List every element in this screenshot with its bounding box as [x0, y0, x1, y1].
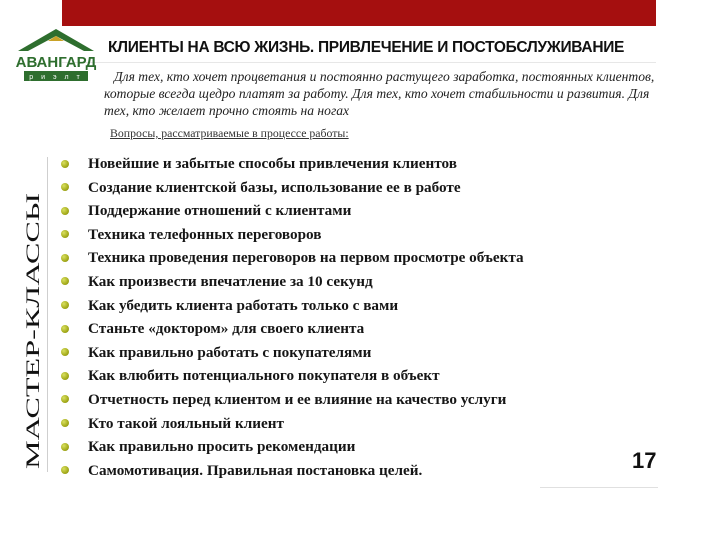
list-item	[58, 246, 524, 270]
side-label-text: МАСТЕР-КЛАССЫ	[23, 306, 44, 469]
list-item-text: Новейшие и забытые способы привлечения клиентов	[88, 155, 457, 172]
list-item-text: Как правильно просить рекомендации	[88, 438, 356, 456]
list-item-text: Создание клиентской базы, использование ее в работе	[88, 178, 461, 196]
bullet-icon	[61, 348, 69, 356]
list-item	[58, 364, 524, 388]
company-logo	[8, 27, 104, 87]
header-accent-bar	[62, 0, 656, 26]
bullet-icon	[61, 325, 69, 333]
list-item	[58, 176, 524, 200]
bullet-icon	[61, 230, 69, 238]
topic-list	[58, 152, 524, 482]
list-item-text: Кто такой лояльный клиент	[88, 414, 284, 432]
list-item	[58, 412, 524, 436]
bullet-icon	[61, 183, 69, 191]
list-item	[58, 223, 524, 247]
bullet-icon	[61, 443, 69, 451]
side-divider	[47, 157, 48, 472]
logo-subtitle: р и э л т	[29, 74, 83, 81]
list-item	[58, 435, 524, 459]
bullet-icon	[61, 419, 69, 427]
intro-paragraph: Для тех, кто хочет процветания и постоянно растущего заработка, постоянных клиентов, которые всегда щедро платят за работу. Для тех, кто хочет стабильности и развития. Для тех, кто желает прочно стоять на ногах	[104, 69, 655, 118]
list-item-text: Самомотивация. Правильная постановка целей.	[88, 461, 423, 479]
page-title: КЛИЕНТЫ НА ВСЮ ЖИЗНЬ. ПРИВЛЕЧЕНИЕ И ПОСТОБСЛУЖИВАНИЕ	[108, 39, 625, 56]
bullet-icon	[61, 301, 69, 309]
list-item-text: Отчетность перед клиентом и ее влияние на качество услуги	[88, 390, 507, 408]
list-item-text: Как правильно работать с покупателями	[88, 343, 372, 361]
list-item	[58, 459, 524, 483]
bullet-icon	[61, 160, 69, 168]
list-item	[58, 199, 524, 223]
footer-divider	[540, 487, 658, 488]
list-item	[58, 294, 524, 318]
list-item	[58, 270, 524, 294]
list-item-text: Поддержание отношений с клиентами	[88, 202, 352, 220]
bullet-icon	[61, 395, 69, 403]
list-item-text: Как убедить клиента работать только с вами	[88, 296, 399, 314]
topics-heading: Вопросы, рассматриваемые в процессе работы:	[110, 126, 349, 140]
bullet-icon	[61, 254, 69, 262]
list-item-text: Техника проведения переговоров на первом просмотре объекта	[88, 249, 524, 267]
side-label	[20, 188, 46, 474]
page-number: 17	[632, 448, 657, 473]
list-item	[58, 317, 524, 341]
title-divider	[62, 62, 656, 63]
list-item	[58, 388, 524, 412]
bullet-icon	[61, 372, 69, 380]
list-item-text: Станьте «доктором» для своего клиента	[88, 320, 365, 338]
list-item-text: Как влюбить потенциального покупателя в объект	[88, 367, 440, 385]
bullet-icon	[61, 207, 69, 215]
logo-name: АВАНГАРД	[15, 54, 97, 71]
list-item-text: Как произвести впечатление за 10 секунд	[88, 272, 373, 290]
list-item	[58, 152, 524, 176]
bullet-icon	[61, 466, 69, 474]
list-item-text: Техника телефонных переговоров	[88, 225, 322, 243]
bullet-icon	[61, 277, 69, 285]
list-item	[58, 341, 524, 365]
